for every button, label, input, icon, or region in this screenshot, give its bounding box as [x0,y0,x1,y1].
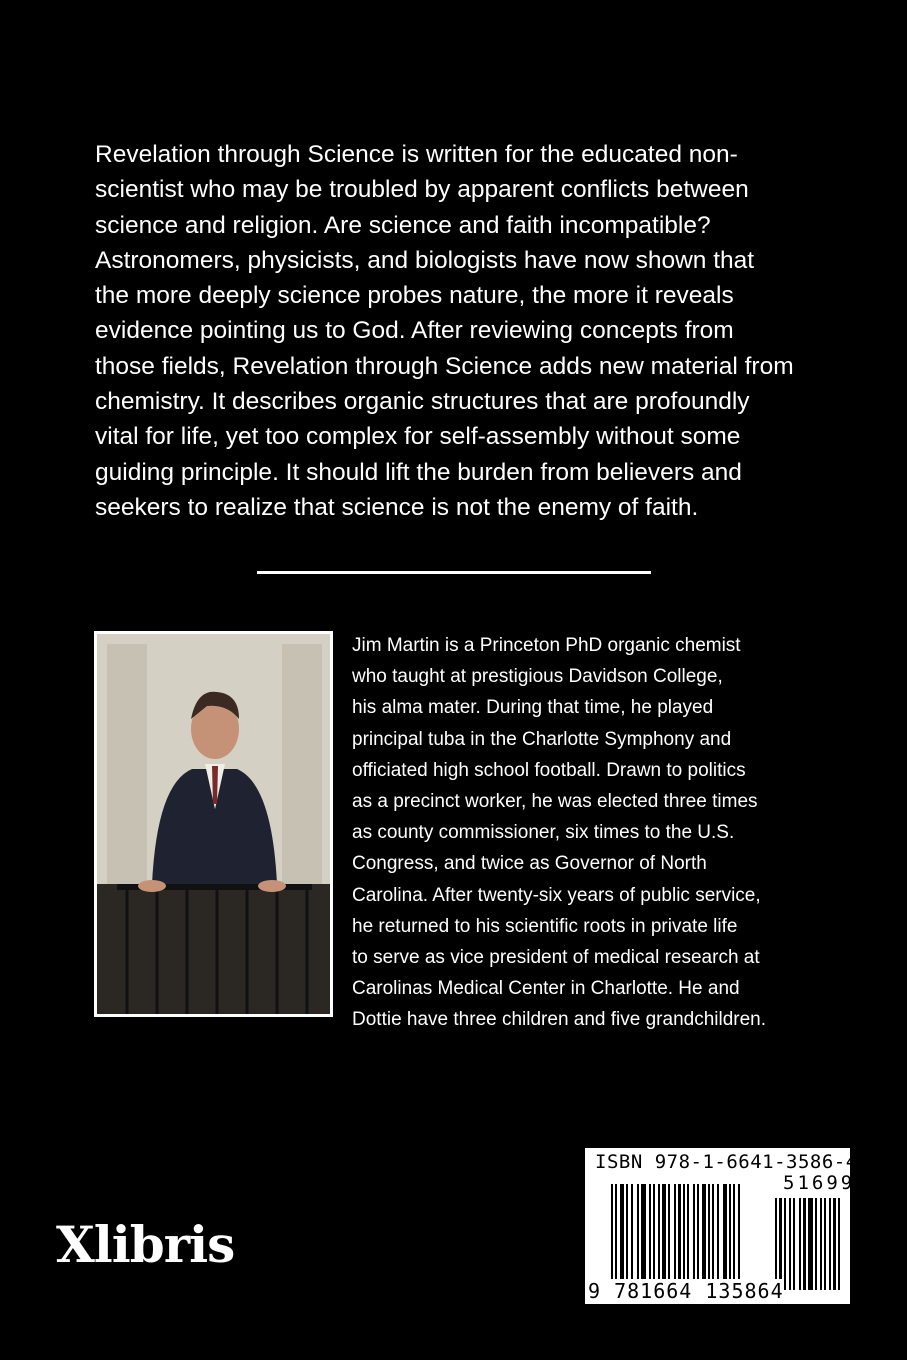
bio-line: he returned to his scientific roots in private life [352,915,738,937]
barcode-bar [717,1184,719,1294]
barcode-bar [723,1184,727,1294]
author-bio [352,630,766,1036]
bio-line: officiated high school football. Drawn to politics [352,759,746,781]
bio-line: to serve as vice president of medical research at [352,947,760,969]
barcode-bar [697,1184,699,1294]
barcode-bar [793,1198,795,1290]
author-photo [94,631,333,1017]
divider-line [257,571,651,574]
blurb-line: the more deeply science probes nature, the more it reveals [95,282,734,310]
barcode-bar [803,1198,806,1290]
barcode-bar [678,1184,681,1294]
barcode-bar [712,1184,714,1294]
barcode-bar [815,1198,817,1290]
barcode-bars [611,1184,759,1294]
barcode-bar [683,1184,685,1294]
bio-line: principal tuba in the Charlotte Symphony and [352,728,732,750]
barcode-bar [789,1198,791,1290]
barcode-bar [820,1198,822,1290]
bio-line: Dottie have three children and five grandchildren. [352,1009,767,1031]
bio-line: his alma mater. During that time, he played [352,697,714,719]
barcode-bar [799,1198,801,1290]
barcode-bar [693,1184,695,1294]
bio-line: Congress, and twice as Governor of North [352,853,707,875]
blurb-line: vital for life, yet too complex for self-assembly without some [95,423,741,451]
barcode-bar [620,1184,624,1294]
blurb-line: seekers to realize that science is not the enemy of faith. [95,493,699,521]
ean-number: 9 781664 135864 [588,1279,784,1303]
isbn-barcode [585,1148,858,1304]
barcode-bar [662,1184,666,1294]
price-addon-text: 51699 [783,1172,856,1194]
barcode-bar [649,1184,651,1294]
barcode-bar [615,1184,617,1294]
barcode-bar [687,1184,689,1294]
barcode-bar [824,1198,826,1290]
addon-barcode-bars [775,1198,843,1290]
bio-line: Carolinas Medical Center in Charlotte. He and [352,978,740,1000]
back-cover-blurb [95,137,825,525]
bio-line: who taught at prestigious Davidson College, [352,666,723,688]
barcode-bar [808,1198,813,1290]
bio-line: Jim Martin is a Princeton PhD organic chemist [352,635,741,656]
barcode-bar [833,1198,836,1290]
blurb-line: chemistry. It describes organic structures that are profoundly [95,388,750,416]
publisher-logo: Xlibris [56,1215,235,1274]
barcode-bar [653,1184,655,1294]
barcode-bar [733,1184,735,1294]
barcode-bar [611,1184,613,1294]
barcode-bar [779,1198,782,1290]
barcode-bar [738,1184,740,1294]
barcode-bar [729,1184,731,1294]
barcode-bar [631,1184,633,1294]
blurb-line: those fields, Revelation through Science adds new material from [95,352,794,380]
blurb-line: Astronomers, physicists, and biologists have now shown that [95,246,755,274]
bio-line: as a precinct worker, he was elected three times [352,791,758,813]
barcode-bar [658,1184,660,1294]
blurb-line: Revelation through Science is written for the educated non- [95,141,738,168]
bio-line: as county commissioner, six times to the U.S. [352,822,735,844]
barcode-bar [668,1184,670,1294]
blurb-line: science and religion. Are science and faith incompatible? [95,211,711,239]
bio-line: Carolina. After twenty-six years of public service, [352,884,761,906]
barcode-bar [674,1184,676,1294]
barcode-bar [626,1184,628,1294]
blurb-line: scientist who may be troubled by apparent conflicts between [95,176,749,204]
barcode-bar [784,1198,786,1290]
barcode-bar [702,1184,706,1294]
barcode-bar [637,1184,639,1294]
barcode-bar [829,1198,831,1290]
barcode-bar [838,1198,840,1290]
barcode-bar [641,1184,646,1294]
blurb-line: evidence pointing us to God. After reviewing concepts from [95,317,734,345]
blurb-line: guiding principle. It should lift the burden from believers and [95,458,742,486]
barcode-bar [708,1184,710,1294]
barcode-bar [775,1198,777,1290]
isbn-text: ISBN 978-1-6641-3586-4 [595,1151,858,1173]
